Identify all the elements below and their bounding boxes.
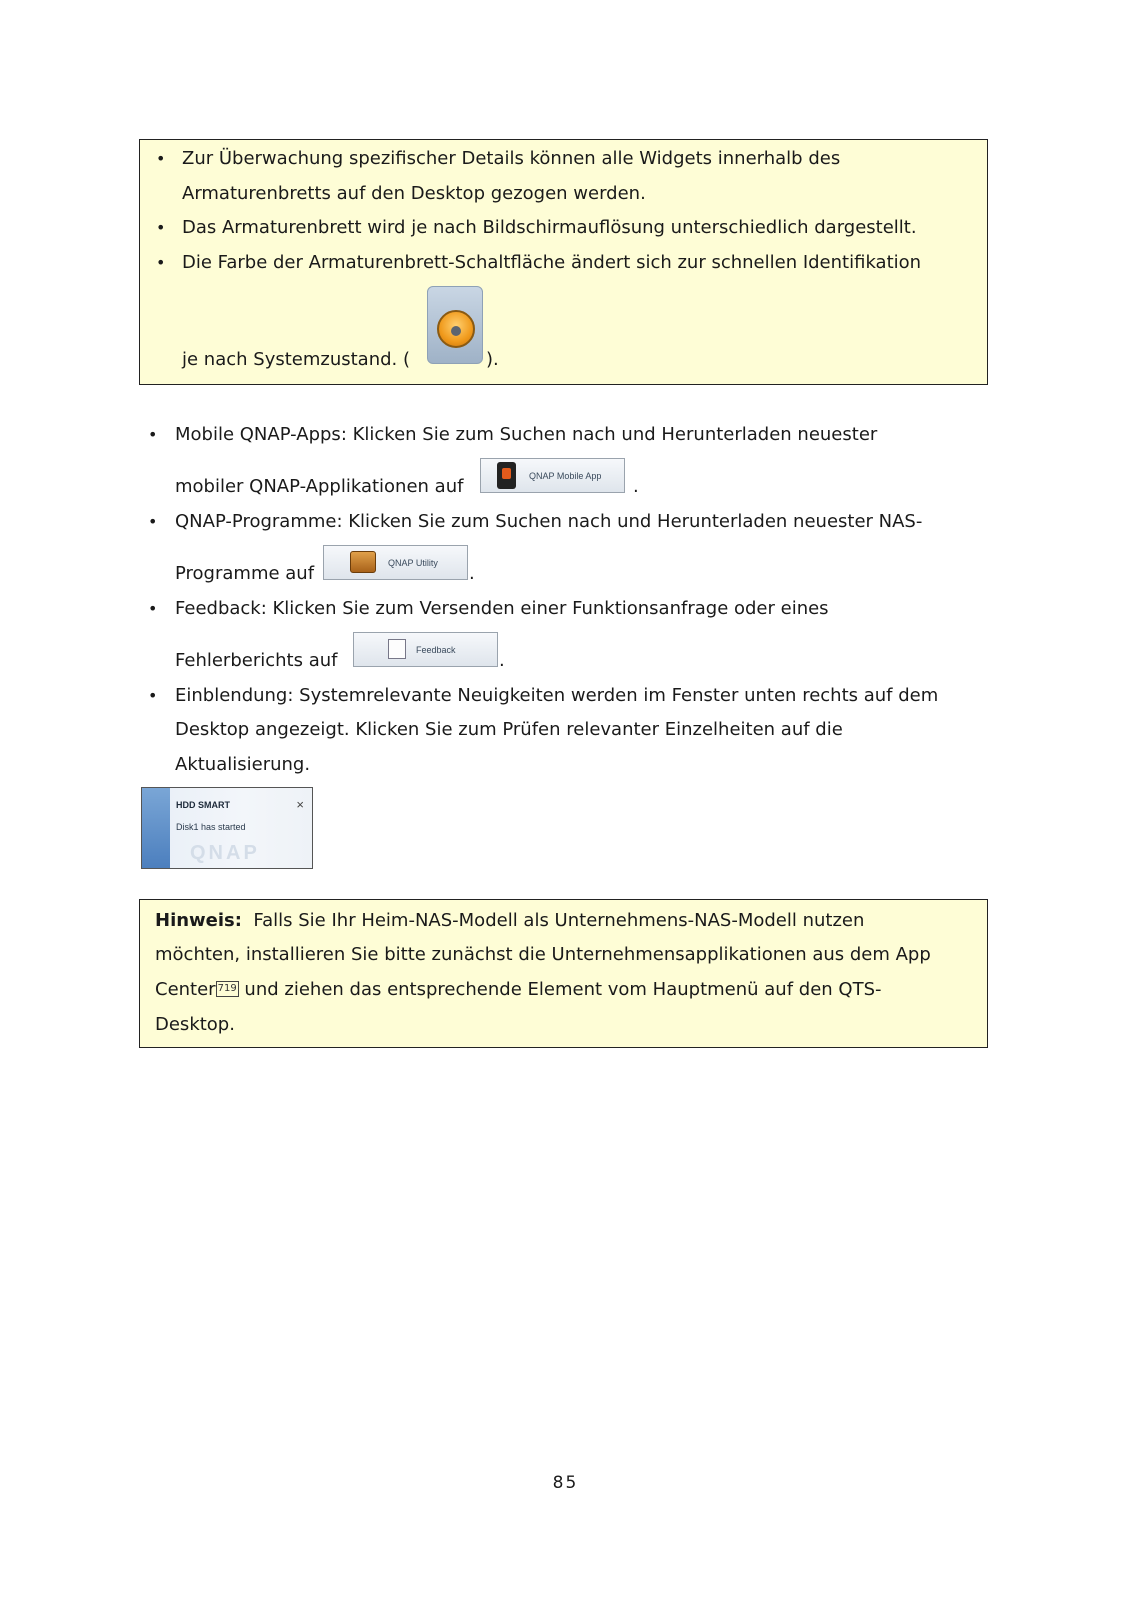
bullet: • [156,253,166,272]
page-number: 85 [552,1473,579,1493]
tip-3-line-2-end: ). [486,349,499,370]
tip-2: Das Armaturenbrett wird je nach Bildschirmauflösung unterschiedlich dargestellt. [182,217,917,238]
notification-line-3: Aktualisierung. [175,754,311,775]
mobile-phone-icon [497,462,516,489]
feedback-label: Feedback [416,644,456,655]
programs-line-1: QNAP-Programme: Klicken Sie zum Suchen nach und Herunterladen neuester NAS- [175,511,923,532]
tip-3-line-1: Die Farbe der Armaturenbrett-Schaltfläche ändert sich zur schnellen Identifikation [182,252,922,273]
bullet: • [148,599,158,618]
feedback-period: . [499,650,505,671]
hint-line-4: Desktop. [155,1014,235,1035]
qnap-mobile-app-button [480,458,625,493]
tip-1-line-2: Armaturenbretts auf den Desktop gezogen werden. [182,183,646,204]
programs-line-2: Programme auf [175,563,315,584]
tip-3-line-2: je nach Systemzustand. ( [182,349,411,370]
notification-message: Disk1 has started [176,822,246,832]
toolbox-icon [350,551,376,573]
feedback-note-icon [388,639,406,659]
footnote-reference[interactable]: 719 [216,981,239,997]
hint-label: Hinweis: [155,910,242,931]
notification-line-1: Einblendung: Systemrelevante Neuigkeiten werden im Fenster unten rechts auf dem [175,685,939,706]
feedback-button [353,632,498,667]
feedback-line-2: Fehlerberichts auf [175,650,338,671]
dashboard-gauge-icon [427,286,483,364]
bullet: • [156,149,166,168]
qnap-utility-label: QNAP Utility [388,557,438,568]
mobile-apps-line-1: Mobile QNAP-Apps: Klicken Sie zum Suchen nach und Herunterladen neuester [175,424,878,445]
bullet: • [148,425,158,444]
notification-title: HDD SMART [176,800,230,810]
notification-popup [141,787,313,869]
hint-line-2: möchten, installieren Sie bitte zunächst die Unternehmensapplikationen aus dem App [155,944,931,965]
feedback-line-1: Feedback: Klicken Sie zum Versenden einer Funktionsanfrage oder eines [175,598,829,619]
bullet: • [148,686,158,705]
notification-line-2: Desktop angezeigt. Klicken Sie zum Prüfen relevanter Einzelheiten auf die [175,719,843,740]
bullet: • [156,218,166,237]
tip-1-line-1: Zur Überwachung spezifischer Details können alle Widgets innerhalb des [182,148,841,169]
programs-period: . [469,563,475,584]
qnap-mobile-app-label: QNAP Mobile App [529,470,602,481]
hint-line-3 [155,979,882,1001]
mobile-apps-line-2: mobiler QNAP-Applikationen auf [175,476,464,497]
notification-stripe [142,788,170,868]
hint-text-3-post: und ziehen das entsprechende Element vom Hauptmenü auf den QTS- [244,979,882,1000]
hint-text-3-pre: Center [155,979,216,1000]
hint-text-1: Falls Sie Ihr Heim-NAS-Modell als Unternehmens-NAS-Modell nutzen [253,910,865,931]
qnap-utility-button [323,545,468,580]
mobile-apps-period: . [633,476,639,497]
bullet: • [148,512,158,531]
close-icon: × [296,797,304,812]
qnap-watermark-logo: QNAP [190,842,260,864]
hint-line-1 [155,910,864,932]
